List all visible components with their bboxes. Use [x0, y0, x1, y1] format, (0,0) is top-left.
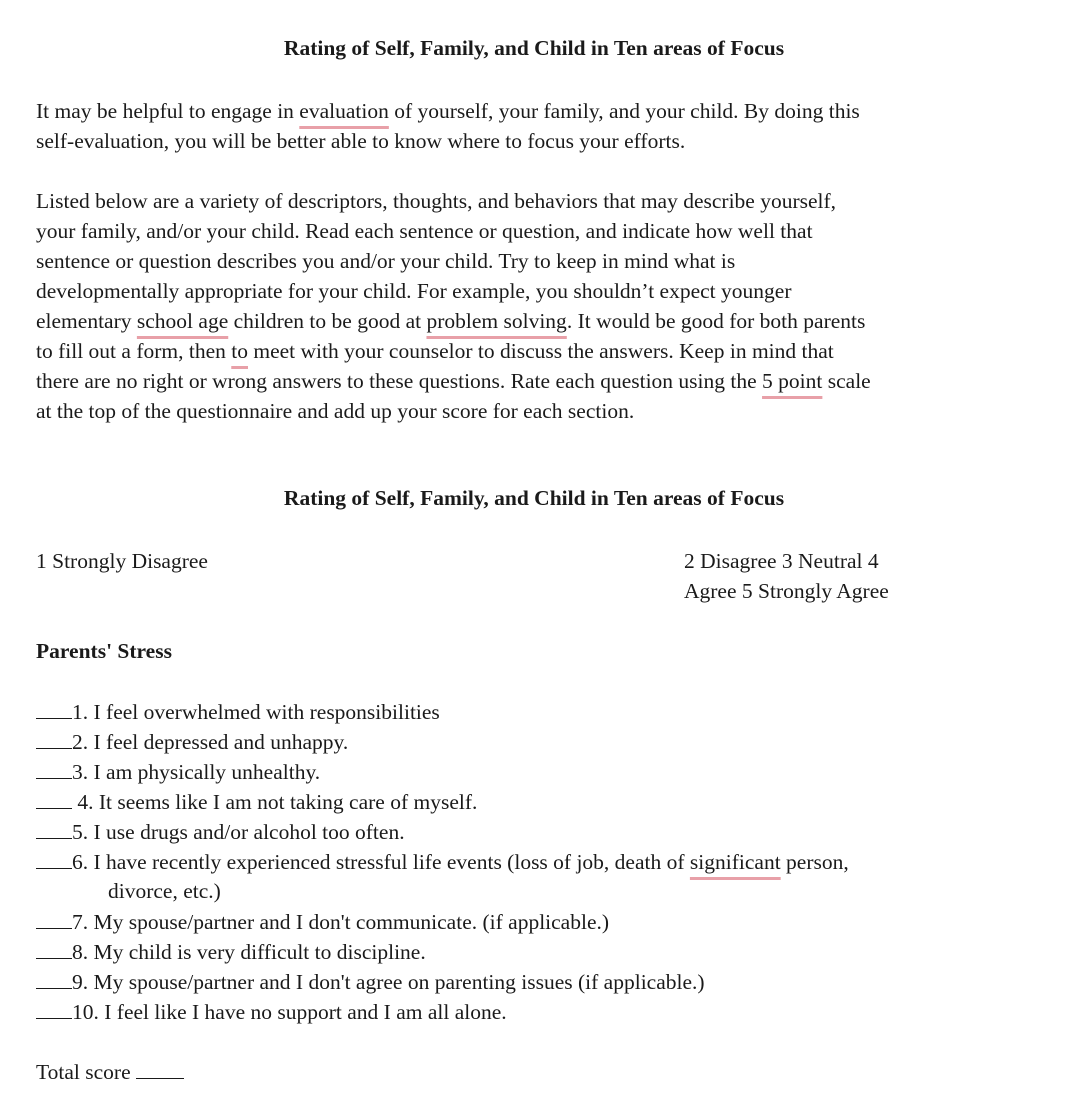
- answer-blank[interactable]: [36, 726, 72, 749]
- answer-blank[interactable]: [36, 936, 72, 959]
- question-item: 2. I feel depressed and unhappy.: [36, 726, 348, 757]
- question-item: 3. I am physically unhealthy.: [36, 756, 320, 787]
- scale-left: 1 Strongly Disagree: [36, 549, 208, 573]
- total-score: Total score: [36, 1056, 184, 1087]
- answer-blank[interactable]: [36, 846, 72, 869]
- spellcheck-word: significant: [689, 850, 781, 874]
- intro-p2-line5: elementary school age children to be good at problem solving. It would be good for both parents: [36, 309, 866, 333]
- total-score-blank[interactable]: [136, 1056, 184, 1079]
- question-item: 4. It seems like I am not taking care of myself.: [36, 786, 477, 817]
- question-item: 7. My spouse/partner and I don't communicate. (if applicable.): [36, 906, 609, 937]
- intro-p2-line4: developmentally appropriate for your child. For example, you shouldn’t expect younger: [36, 279, 792, 303]
- question-item-continuation: divorce, etc.): [108, 879, 221, 903]
- intro-p2-line1: Listed below are a variety of descriptors, thoughts, and behaviors that may describe yourself,: [36, 189, 837, 213]
- document-title: Rating of Self, Family, and Child in Ten areas of Focus: [283, 36, 785, 60]
- spellcheck-word: evaluation: [299, 99, 389, 123]
- question-item: 6. I have recently experienced stressful life events (loss of job, death of significant person,: [36, 846, 849, 877]
- intro-p2-line6: to fill out a form, then to meet with your counselor to discuss the answers. Keep in mind that: [36, 339, 834, 363]
- section-title: Rating of Self, Family, and Child in Ten areas of Focus: [283, 486, 785, 510]
- spellcheck-word: problem solving: [426, 309, 567, 333]
- spellcheck-word: school age: [136, 309, 229, 333]
- spellcheck-word: to: [231, 339, 248, 363]
- intro-p2-line8: at the top of the questionnaire and add up your score for each section.: [36, 399, 635, 423]
- spellcheck-word: 5 point: [762, 369, 823, 393]
- scale-right-line2: Agree 5 Strongly Agree: [684, 579, 889, 603]
- question-item: 5. I use drugs and/or alcohol too often.: [36, 816, 405, 847]
- intro-p2-line2: your family, and/or your child. Read each sentence or question, and indicate how well that: [36, 219, 813, 243]
- intro-p1-line1: It may be helpful to engage in evaluation of yourself, your family, and your child. By doing this: [36, 99, 860, 123]
- question-item: 8. My child is very difficult to discipline.: [36, 936, 426, 967]
- answer-blank[interactable]: [36, 996, 72, 1019]
- intro-p1-line2: self-evaluation, you will be better able to know where to focus your efforts.: [36, 129, 686, 153]
- question-item: 1. I feel overwhelmed with responsibilities: [36, 696, 440, 727]
- answer-blank[interactable]: [36, 906, 72, 929]
- section-heading: Parents' Stress: [36, 639, 172, 663]
- answer-blank[interactable]: [36, 696, 72, 719]
- answer-blank[interactable]: [36, 816, 72, 839]
- intro-p2-line7: there are no right or wrong answers to these questions. Rate each question using the 5 point scale: [36, 369, 871, 393]
- answer-blank[interactable]: [36, 786, 72, 809]
- question-item: 10. I feel like I have no support and I am all alone.: [36, 996, 507, 1027]
- answer-blank[interactable]: [36, 756, 72, 779]
- intro-p2-line3: sentence or question describes you and/or your child. Try to keep in mind what is: [36, 249, 736, 273]
- question-item: 9. My spouse/partner and I don't agree on parenting issues (if applicable.): [36, 966, 705, 997]
- scale-right-line1: 2 Disagree 3 Neutral 4: [684, 549, 879, 573]
- answer-blank[interactable]: [36, 966, 72, 989]
